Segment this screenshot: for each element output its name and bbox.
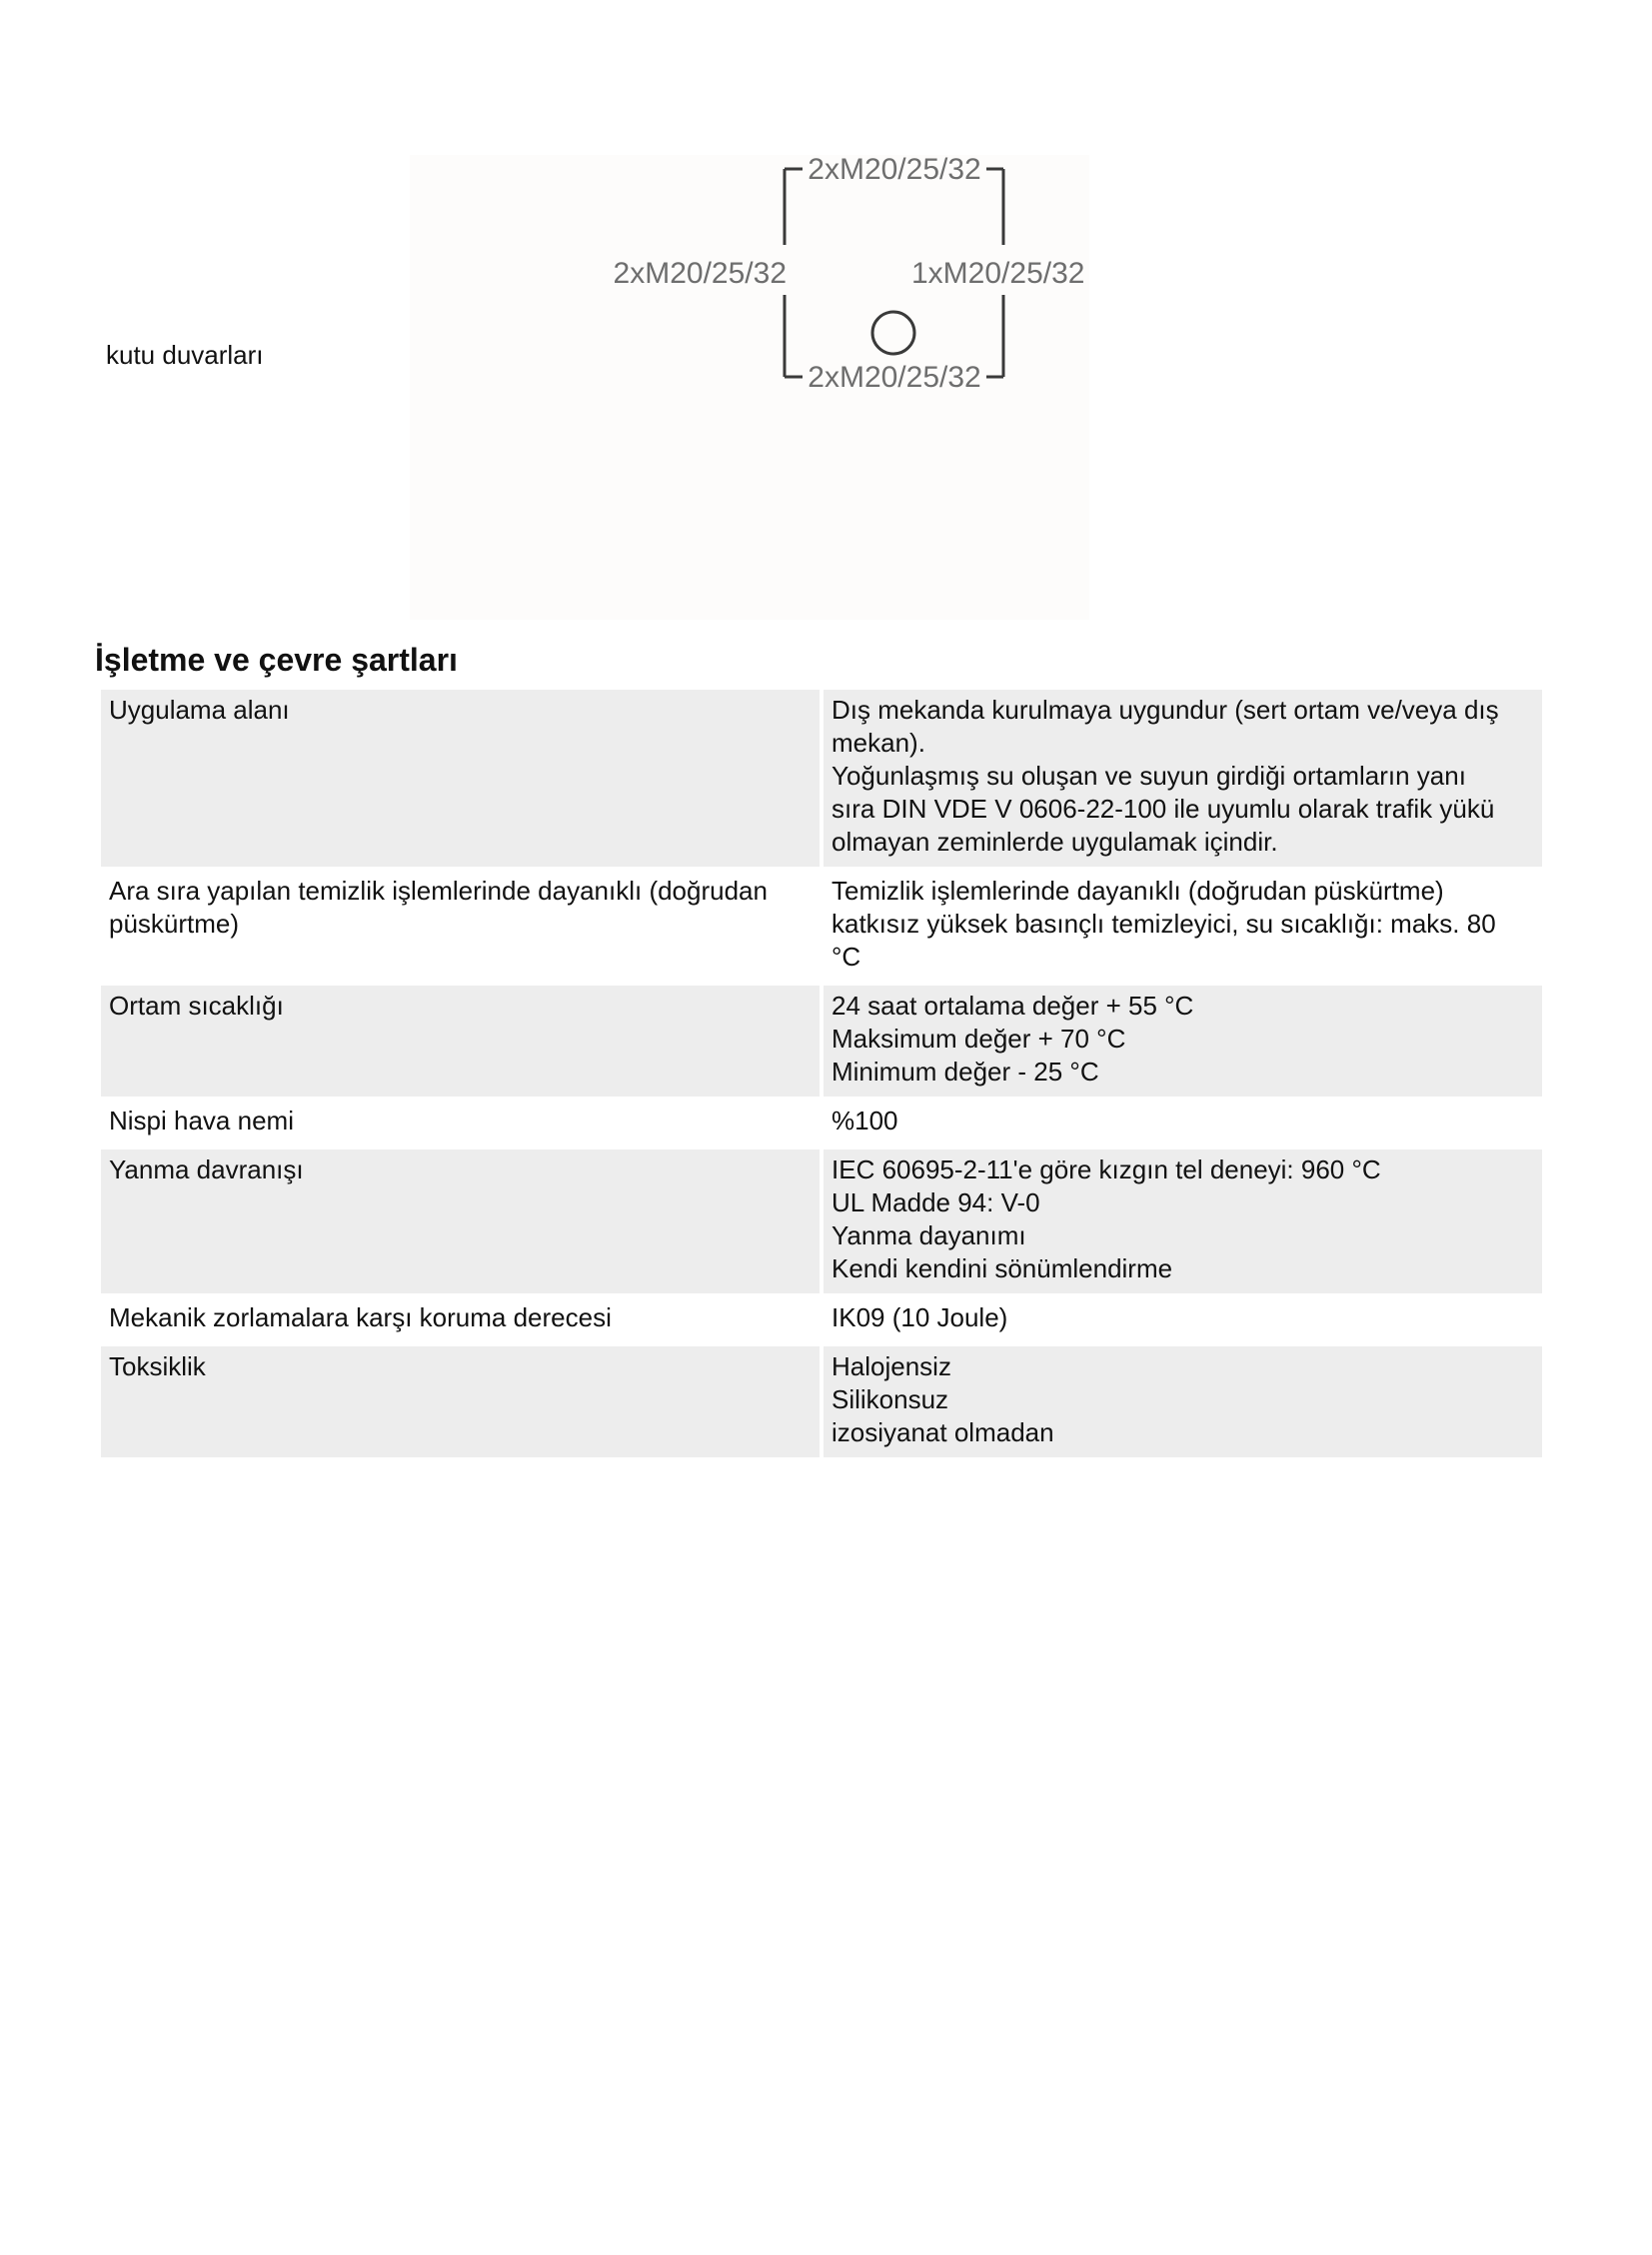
row-value-line: mekan). — [831, 728, 925, 758]
row-value-line: izosiyanat olmadan — [831, 1417, 1054, 1447]
row-value — [824, 690, 1542, 867]
bottom-wall-label: 2xM20/25/32 — [808, 361, 981, 394]
row-label: Ortam sıcaklığı — [101, 986, 820, 1097]
row-value-line: Temizlik işlemlerinde dayanıklı (doğrudan püskürtme) — [831, 876, 1444, 906]
row-value — [824, 986, 1542, 1097]
row-value-line: Dış mekanda kurulmaya uygundur (sert ortam ve/veya dış — [831, 695, 1499, 725]
table-row — [101, 986, 1542, 1097]
section-title: İşletme ve çevre şartları — [95, 642, 458, 678]
table-row — [101, 871, 1542, 982]
row-value-line: Kendi kendini sönümlendirme — [831, 1253, 1173, 1283]
row-value-line: IK09 (10 Joule) — [831, 1302, 1008, 1332]
row-label: Yanma davranışı — [101, 1149, 820, 1293]
row-value-line: Silikonsuz — [831, 1384, 949, 1414]
row-value-line: Maksimum değer + 70 °C — [831, 1024, 1126, 1054]
row-value — [824, 1346, 1542, 1457]
row-label: Ara sıra yapılan temizlik işlemlerinde dayanıklı (doğrudan püskürtme) — [101, 871, 820, 982]
cable-entry-diagram — [410, 155, 1089, 620]
row-value — [824, 1101, 1542, 1145]
row-value-line: IEC 60695-2-11'e göre kızgın tel deneyi: 960 °C — [831, 1154, 1381, 1184]
right-wall-label: 1xM20/25/32 — [911, 257, 1085, 290]
row-value-line: Minimum değer - 25 °C — [831, 1057, 1099, 1087]
row-value-line: 24 saat ortalama değer + 55 °C — [831, 991, 1194, 1021]
conditions-table — [97, 686, 1546, 1461]
row-label: Mekanik zorlamalara karşı koruma derecesi — [101, 1297, 820, 1342]
row-value-line: olmayan zeminlerde uygulamak içindir. — [831, 827, 1278, 857]
row-value-line: Yoğunlaşmış su oluşan ve suyun girdiği ortamların yanı — [831, 761, 1466, 791]
row-label: Toksiklik — [101, 1346, 820, 1457]
table-row — [101, 1346, 1542, 1457]
row-value-line: %100 — [831, 1106, 898, 1135]
table-row — [101, 1297, 1542, 1342]
entry-circle-icon — [872, 312, 914, 354]
left-wall-label: 2xM20/25/32 — [613, 257, 787, 290]
conditions-table-body — [101, 690, 1542, 1457]
row-value-line: UL Madde 94: V-0 — [831, 1187, 1040, 1217]
table-row — [101, 690, 1542, 867]
row-value-line: sıra DIN VDE V 0606-22-100 ile uyumlu olarak trafik yükü — [831, 794, 1495, 824]
row-value — [824, 871, 1542, 982]
row-value-line: Yanma dayanımı — [831, 1220, 1026, 1250]
row-label: Uygulama alanı — [101, 690, 820, 867]
row-value — [824, 1149, 1542, 1293]
row-value-line: Halojensiz — [831, 1351, 951, 1381]
row-value-line: katkısız yüksek basınçlı temizleyici, su sıcaklığı: maks. 80 — [831, 909, 1496, 939]
row-label: Nispi hava nemi — [101, 1101, 820, 1145]
table-row — [101, 1149, 1542, 1293]
table-row — [101, 1101, 1542, 1145]
row-value — [824, 1297, 1542, 1342]
top-wall-label: 2xM20/25/32 — [808, 155, 981, 186]
row-value-line: °C — [831, 942, 861, 972]
box-walls-label: kutu duvarları — [106, 340, 264, 370]
cable-entry-drawing — [410, 155, 1089, 620]
